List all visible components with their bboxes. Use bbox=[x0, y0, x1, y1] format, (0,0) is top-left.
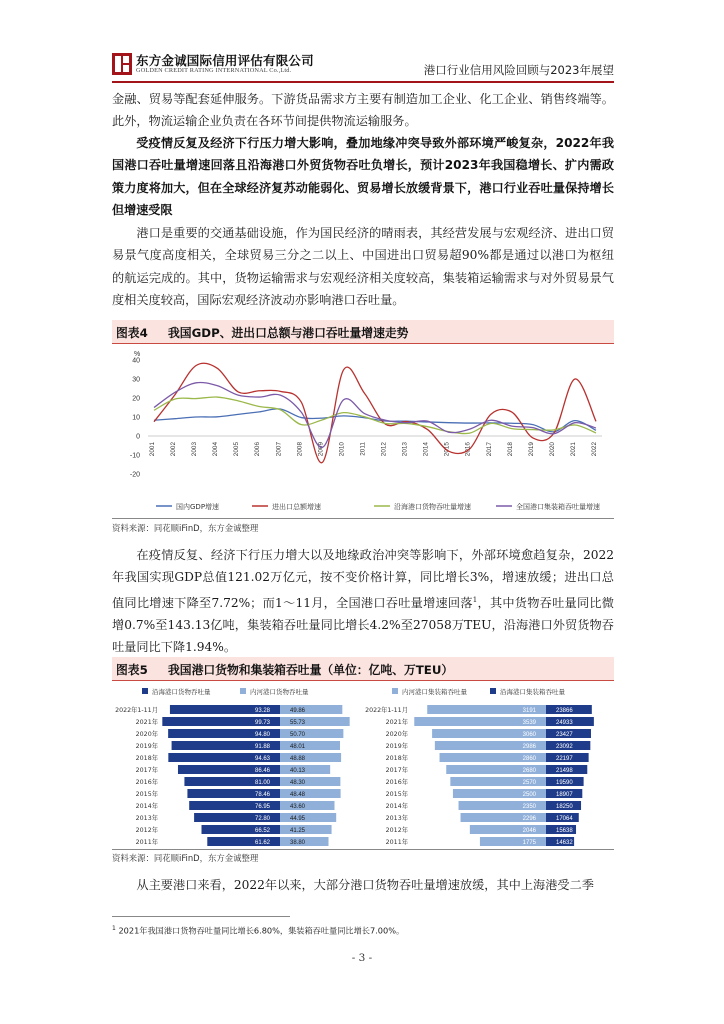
container-value-right: 21498 bbox=[556, 768, 573, 774]
cargo-category-label: 2019年 bbox=[135, 743, 158, 750]
company-logo-icon bbox=[112, 53, 132, 75]
cargo-bar-right bbox=[280, 801, 335, 810]
y-tick-label: -20 bbox=[129, 471, 140, 479]
cargo-value-right: 38.80 bbox=[290, 840, 306, 846]
paragraph-2022-overview bbox=[112, 544, 614, 659]
figure4-heading bbox=[112, 320, 614, 344]
cargo-value-left: 78.46 bbox=[254, 792, 270, 798]
x-tick-label: 2005 bbox=[233, 442, 241, 457]
cargo-category-label: 2014年 bbox=[135, 803, 158, 810]
throughput-bar-charts bbox=[112, 683, 614, 848]
cargo-category-label: 2021年 bbox=[135, 719, 158, 726]
overview-text-part2: ，其中货物吞吐量同比微增0.7%至143.13亿吨，集装箱吞吐量同比增长4.2%至27058万TEU，沿海港口外贸货物吞吐量同比下降1.94%。 bbox=[112, 595, 614, 655]
container-value-right: 15638 bbox=[556, 828, 573, 834]
cargo-value-left: 81.00 bbox=[254, 780, 270, 786]
cargo-value-right: 49.86 bbox=[290, 708, 306, 714]
container-value-right: 22197 bbox=[556, 756, 573, 762]
footnote-divider bbox=[112, 916, 290, 917]
cargo-legend-swatch-2 bbox=[240, 688, 246, 694]
cargo-category-label: 2011年 bbox=[135, 839, 158, 846]
figure4-source: 资料来源：同花顺iFinD，东方金诚整理 bbox=[112, 523, 259, 533]
y-tick-label: 10 bbox=[132, 414, 140, 422]
cargo-legend-label-2: 内河港口货物吞吐量 bbox=[250, 688, 309, 696]
container-value-right: 18250 bbox=[556, 804, 573, 810]
paragraph-major-ports: 从主要港口来看，2022年以来，大部分港口货物吞吐量增速放缓，其中上海港受二季 bbox=[136, 878, 594, 892]
x-tick-label: 2011 bbox=[359, 442, 367, 456]
cargo-value-left: 86.46 bbox=[254, 768, 270, 774]
figure5-heading bbox=[112, 657, 614, 681]
page-header bbox=[112, 50, 614, 80]
container-value-left: 2860 bbox=[522, 756, 536, 762]
container-category-label: 2015年 bbox=[385, 791, 408, 798]
figure4-source-divider bbox=[112, 518, 614, 519]
paragraph-downstream: 金融、贸易等配套延伸服务。下游货品需求方主要有制造加工企业、化工企业、销售终端等。此外，物流运输企业负责在各环节间提供物流运输服务。 bbox=[112, 92, 614, 129]
y-tick-label: -10 bbox=[129, 452, 140, 460]
container-value-right: 19590 bbox=[556, 780, 573, 786]
container-category-label: 2013年 bbox=[385, 815, 408, 822]
cargo-category-label: 2020年 bbox=[135, 731, 158, 738]
x-tick-label: 2004 bbox=[212, 442, 220, 457]
x-tick-label: 2018 bbox=[506, 442, 514, 457]
container-bar-left bbox=[480, 837, 546, 846]
x-tick-label: 2016 bbox=[464, 442, 472, 457]
legend-label: 沿海港口货物吞吐量增速 bbox=[394, 503, 471, 511]
container-category-label: 2012年 bbox=[385, 827, 408, 834]
y-tick-label: 0 bbox=[136, 433, 140, 441]
cargo-value-right: 41.25 bbox=[290, 828, 306, 834]
x-tick-label: 2010 bbox=[338, 442, 346, 457]
cargo-category-label: 2013年 bbox=[135, 815, 158, 822]
page-number: - 3 - bbox=[351, 952, 373, 964]
container-value-left: 2500 bbox=[522, 792, 536, 798]
footnote bbox=[112, 925, 404, 937]
container-value-left: 2046 bbox=[522, 828, 536, 834]
cargo-value-left: 91.88 bbox=[254, 744, 270, 750]
cargo-value-left: 66.52 bbox=[254, 828, 270, 834]
container-category-label: 2014年 bbox=[385, 803, 408, 810]
y-tick-label: 40 bbox=[132, 357, 140, 365]
cargo-bar-right bbox=[280, 825, 332, 834]
report-title: 港口行业信用风险回顾与2023年展望 bbox=[423, 63, 614, 77]
container-category-label: 2022年1-11月 bbox=[365, 707, 408, 714]
cargo-category-label: 2012年 bbox=[135, 827, 158, 834]
container-value-right: 23427 bbox=[556, 732, 573, 738]
container-value-left: 2350 bbox=[522, 804, 536, 810]
cargo-value-left: 94.80 bbox=[254, 732, 270, 738]
x-tick-label: 2002 bbox=[170, 442, 178, 457]
container-value-left: 2570 bbox=[522, 780, 536, 786]
cargo-value-left: 93.28 bbox=[254, 708, 270, 714]
cargo-category-label: 2022年1-11月 bbox=[115, 707, 158, 714]
cargo-value-right: 40.13 bbox=[290, 768, 306, 774]
x-tick-label: 2021 bbox=[569, 442, 577, 457]
figure4-label: 图表4 bbox=[116, 326, 148, 340]
cargo-value-right: 43.60 bbox=[290, 804, 306, 810]
container-legend-swatch-1 bbox=[392, 688, 398, 694]
x-tick-label: 2017 bbox=[485, 442, 493, 457]
legend-label: 进出口总额增速 bbox=[272, 503, 321, 511]
x-tick-label: 2020 bbox=[548, 442, 556, 457]
x-tick-label: 2014 bbox=[422, 442, 430, 457]
container-category-label: 2017年 bbox=[385, 767, 408, 774]
growth-trend-line-chart bbox=[112, 346, 614, 518]
container-value-right: 17064 bbox=[556, 816, 573, 822]
footnote-text: 2021年我国港口货物吞吐量同比增长6.80%，集装箱吞吐量同比增长7.00%。 bbox=[118, 925, 405, 936]
container-category-label: 2021年 bbox=[385, 719, 408, 726]
x-tick-label: 2015 bbox=[443, 442, 451, 457]
cargo-bar-right bbox=[280, 765, 330, 774]
figure5-title: 我国港口货物和集装箱吞吐量（单位：亿吨、万TEU） bbox=[168, 663, 454, 677]
cargo-value-right: 48.01 bbox=[290, 744, 306, 750]
cargo-category-label: 2017年 bbox=[135, 767, 158, 774]
container-value-left: 3060 bbox=[522, 732, 536, 738]
legend-label: 国内GDP增速 bbox=[176, 503, 220, 511]
container-category-label: 2019年 bbox=[385, 743, 408, 750]
key-finding-paragraph: 受疫情反复及经济下行压力增大影响，叠加地缘冲突导致外部环境严峻复杂，2022年我国港口吞吐量增速回落且沿海港口外贸货物吞吐负增长，预计2023年我国稳增长、扩内需政策力度将加大，但在全球经济复苏动能弱化、贸易增长放缓背景下，港口行业吞吐量保持增长但增速受限 bbox=[112, 136, 614, 217]
container-value-right: 24933 bbox=[556, 720, 573, 726]
cargo-category-label: 2016年 bbox=[135, 779, 158, 786]
cargo-value-right: 48.48 bbox=[290, 792, 306, 798]
container-value-right: 14632 bbox=[556, 840, 573, 846]
container-value-left: 1775 bbox=[522, 840, 536, 846]
cargo-value-right: 50.70 bbox=[290, 732, 306, 738]
x-tick-label: 2007 bbox=[275, 442, 283, 457]
x-tick-label: 2019 bbox=[527, 442, 535, 457]
cargo-value-right: 48.30 bbox=[290, 780, 306, 786]
x-tick-label: 2006 bbox=[254, 442, 262, 457]
cargo-bar-right bbox=[280, 813, 336, 822]
x-tick-label: 2001 bbox=[149, 442, 156, 457]
figure5-source: 资料来源：同花顺iFinD，东方金诚整理 bbox=[112, 853, 259, 863]
cargo-value-right: 44.95 bbox=[290, 816, 306, 822]
x-tick-label: 2012 bbox=[380, 442, 388, 457]
container-value-left: 3191 bbox=[522, 708, 536, 714]
header-divider bbox=[112, 81, 614, 83]
overview-text-part1: 在疫情反复、经济下行压力增大以及地缘政治冲突等影响下，外部环境愈趋复杂，2022年我国实现GDP总值121.02万亿元，按不变价格计算，同比增长3%，增速放缓；进出口总值同比增速下降至7.72%；而1～11月，全国港口吞吐量增速回落 bbox=[112, 548, 614, 610]
cargo-value-right: 55.73 bbox=[290, 720, 306, 726]
x-tick-label: 2022 bbox=[591, 442, 598, 457]
cargo-category-label: 2018年 bbox=[135, 755, 158, 762]
container-category-label: 2016年 bbox=[385, 779, 408, 786]
figure4-title: 我国GDP、进出口总额与港口吞吐量增速走势 bbox=[168, 326, 409, 340]
footnote-marker: 1 bbox=[112, 925, 116, 932]
container-legend-label-1: 内河港口集装箱吞吐量 bbox=[402, 688, 467, 696]
container-category-label: 2018年 bbox=[385, 755, 408, 762]
figure5-label: 图表5 bbox=[116, 663, 148, 677]
x-tick-label: 2013 bbox=[401, 442, 409, 457]
cargo-bar-right bbox=[280, 741, 340, 750]
cargo-value-left: 72.80 bbox=[254, 816, 270, 822]
legend-label: 全国港口集装箱吞吐量增速 bbox=[516, 503, 600, 511]
container-legend-label-2: 沿海港口集装箱吞吐量 bbox=[500, 688, 565, 696]
container-legend-swatch-2 bbox=[490, 688, 496, 694]
container-value-right: 18907 bbox=[556, 792, 573, 798]
container-value-left: 2296 bbox=[522, 816, 536, 822]
container-value-right: 23092 bbox=[556, 744, 573, 750]
cargo-value-left: 61.62 bbox=[254, 840, 270, 846]
cargo-legend-swatch-1 bbox=[142, 688, 148, 694]
company-name-en: GOLDEN CREDIT RATING INTERNATIONAL Co.,Ltd. bbox=[136, 67, 292, 74]
container-value-left: 3539 bbox=[522, 720, 536, 726]
container-value-left: 2986 bbox=[522, 744, 536, 750]
y-tick-label: 30 bbox=[132, 376, 140, 384]
cargo-value-right: 48.88 bbox=[290, 756, 306, 762]
figure5-source-divider bbox=[112, 849, 614, 850]
cargo-legend-label-1: 沿海港口货物吞吐量 bbox=[152, 688, 211, 696]
y-tick-label: 20 bbox=[132, 395, 140, 403]
cargo-category-label: 2015年 bbox=[135, 791, 158, 798]
cargo-value-left: 76.95 bbox=[254, 804, 270, 810]
cargo-value-left: 99.73 bbox=[254, 720, 270, 726]
x-tick-label: 2003 bbox=[191, 442, 199, 457]
company-name-cn: 东方金诚国际信用评估有限公司 bbox=[136, 53, 314, 68]
footnote-ref[interactable]: 1 bbox=[472, 595, 478, 604]
container-category-label: 2011年 bbox=[385, 839, 408, 846]
series-line-4 bbox=[154, 382, 596, 447]
x-tick-label: 2008 bbox=[296, 442, 304, 457]
y-axis-unit: % bbox=[134, 351, 141, 358]
series-line-3 bbox=[154, 397, 596, 434]
paragraph-port-economy: 港口是重要的交通基础设施，作为国民经济的晴雨表，其经营发展与宏观经济、进出口贸易景气度高度相关，全球贸易三分之二以上、中国进出口贸易超90%都是通过以港口为枢纽的航运完成的。其中，货物运输需求与宏观经济相关度较高，集装箱运输需求与对外贸易景气度相关度较高，国际宏观经济波动亦影响港口吞吐量。 bbox=[112, 226, 614, 307]
cargo-value-left: 94.63 bbox=[254, 756, 270, 762]
container-category-label: 2020年 bbox=[385, 731, 408, 738]
container-value-right: 23866 bbox=[556, 708, 573, 714]
x-tick-label: 2009 bbox=[317, 442, 325, 457]
container-value-left: 2680 bbox=[522, 768, 536, 774]
